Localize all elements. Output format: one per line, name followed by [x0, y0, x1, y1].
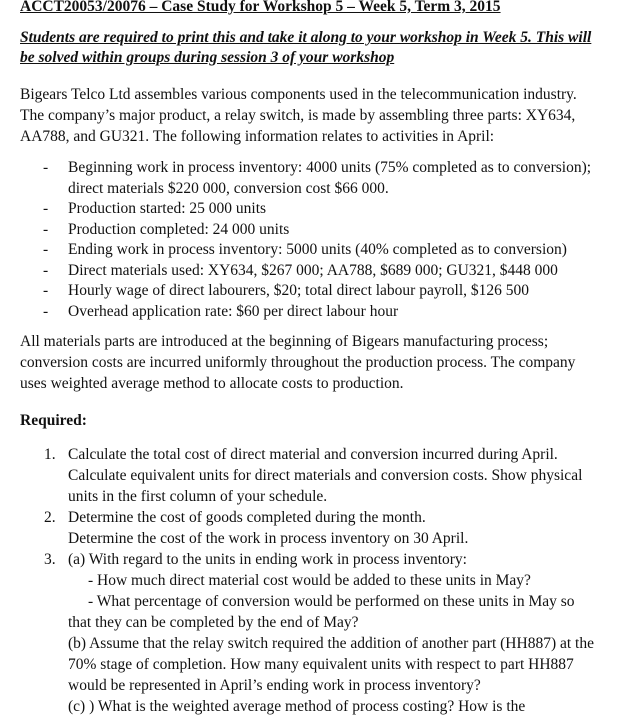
- task-3-subpoint: - How much direct material cost would be added to these units in May?: [88, 572, 531, 589]
- dash-bullet-icon: -: [43, 159, 49, 176]
- task-number: 2.: [44, 509, 56, 526]
- task-3-line: 70% stage of completion. How many equivalent units with respect to part HH887: [68, 656, 574, 673]
- dash-bullet-icon: -: [43, 200, 49, 217]
- task-3-line: that they can be completed by the end of May?: [68, 614, 359, 631]
- required-heading: Required:: [20, 412, 87, 429]
- notice-line: be solved within groups during session 3 of your workshop: [20, 49, 395, 66]
- intro-line: AA788, and GU321. The following information relates to activities in April:: [20, 128, 495, 145]
- fact-line: direct materials $220 000, conversion cost $66 000.: [68, 179, 389, 197]
- task-3-line: [0, 549, 624, 570]
- fact-line: Overhead application rate: $60 per direct labour hour: [68, 302, 399, 320]
- fact-line: Production completed: 24 000 units: [68, 220, 290, 238]
- fact-line: Ending work in process inventory: 5000 units (40% completed as to conversion): [68, 241, 567, 258]
- fact-item: [0, 158, 624, 199]
- dash-bullet-icon: -: [43, 220, 49, 238]
- task-2-line: Determine the cost of the work in process inventory on 30 April.: [68, 530, 469, 547]
- task-3-subpoint: - What percentage of conversion would be performed on these units in May so: [88, 593, 575, 610]
- document-title: ACCT20053/20076 – Case Study for Workshop 5 – Week 5, Term 3, 2015: [20, 0, 501, 15]
- dash-bullet-icon: -: [43, 261, 49, 279]
- task-1-line: [0, 444, 624, 465]
- closing-paragraph: [20, 331, 616, 394]
- dash-bullet-icon: -: [43, 302, 49, 320]
- intro-line: The company’s major product, a relay switch, is made by assembling three parts: XY634,: [20, 107, 576, 124]
- intro-paragraph: [20, 84, 616, 147]
- facts-list: [0, 158, 624, 322]
- dash-bullet-icon: -: [43, 241, 49, 258]
- fact-item: [0, 302, 624, 323]
- fact-item: [0, 199, 624, 220]
- closing-line: conversion costs are incurred uniformly throughout the production process. The company: [20, 354, 576, 371]
- print-notice: [20, 28, 610, 68]
- fact-item: [0, 281, 624, 302]
- task-1-line: units in the first column of your schedule.: [68, 488, 328, 505]
- fact-line: Direct materials used: XY634, $267 000; AA788, $689 000; GU321, $448 000: [68, 261, 558, 279]
- task-3-line: (b) Assume that the relay switch required the addition of another part (HH887) at the: [68, 635, 594, 652]
- task-3-line: would be represented in April’s ending work in process inventory?: [68, 677, 481, 694]
- notice-line: Students are required to print this and take it along to your workshop in Week 5. This will: [20, 29, 592, 46]
- fact-line: Production started: 25 000 units: [68, 200, 267, 217]
- intro-line: Bigears Telco Ltd assembles various components used in the telecommunication industry.: [20, 86, 577, 103]
- task-2-line: [0, 507, 624, 528]
- fact-item: [0, 220, 624, 241]
- fact-item: [0, 240, 624, 261]
- fact-line: Hourly wage of direct labourers, $20; total direct labour payroll, $126 500: [68, 282, 529, 299]
- fact-item: [0, 261, 624, 282]
- task-3-line: (c) ) What is the weighted average method of process costing? How is the: [68, 698, 526, 715]
- closing-line: uses weighted average method to allocate costs to production.: [20, 375, 404, 392]
- fact-line: Beginning work in process inventory: 4000 units (75% completed as to conversion);: [68, 159, 592, 176]
- required-tasks: [0, 444, 624, 717]
- dash-bullet-icon: -: [43, 282, 49, 299]
- task-text: Determine the cost of goods completed during the month.: [68, 509, 426, 526]
- closing-line: All materials parts are introduced at the beginning of Bigears manufacturing process;: [20, 333, 549, 350]
- task-text: (a) With regard to the units in ending work in process inventory:: [68, 551, 467, 568]
- task-number: 1.: [44, 446, 56, 463]
- task-1-line: Calculate equivalent units for direct materials and conversion costs. Show physical: [68, 467, 583, 484]
- task-number: 3.: [44, 551, 56, 568]
- task-text: Calculate the total cost of direct material and conversion incurred during April.: [68, 446, 558, 463]
